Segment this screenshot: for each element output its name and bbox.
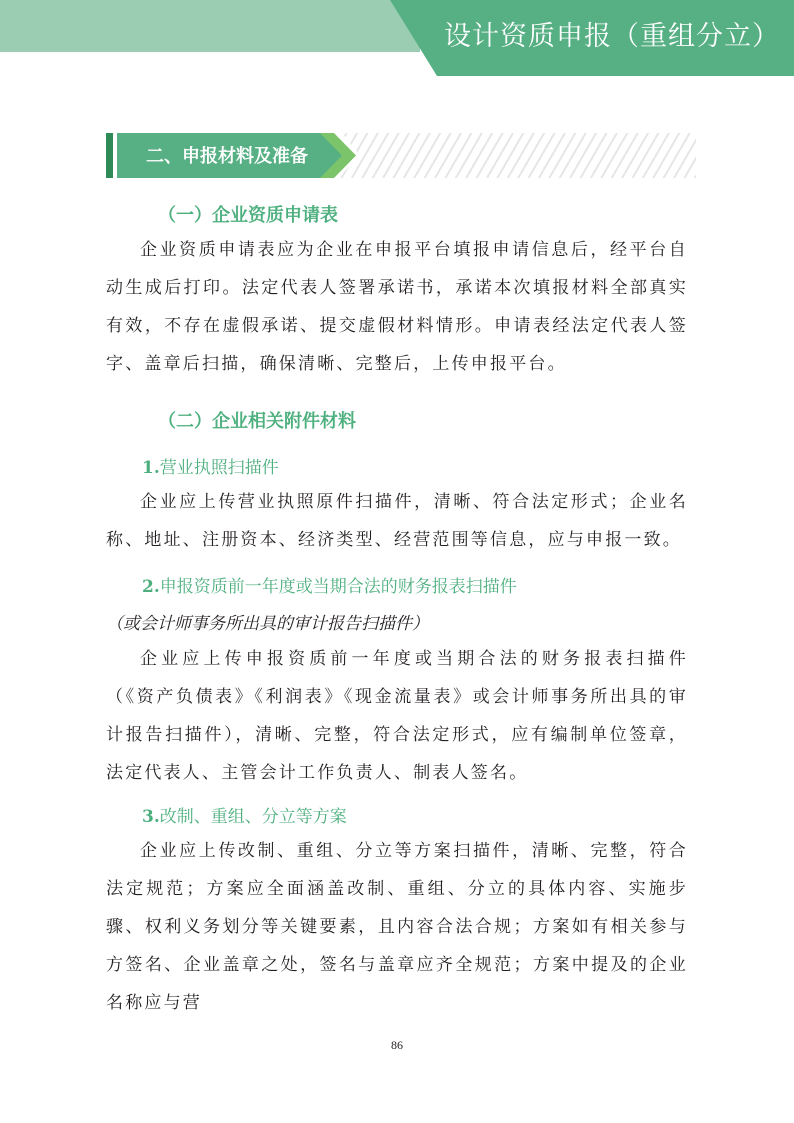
banner-stripes	[338, 133, 696, 178]
item-subtitle: （或会计师事务所出具的审计报告扫描件）	[106, 614, 429, 634]
item-number: 2.	[142, 577, 160, 597]
item-title: 改制、重组、分立等方案	[159, 807, 347, 827]
paragraph-restructuring-plan: 企业应上传改制、重组、分立等方案扫描件，清晰、完整，符合法定规范；方案应全面涵盖改制、重组、分立的具体内容、实施步骤、权利义务划分等关键要素，且内容合法合规；方案如有相关参与方签名、企业盖章之处，签名与盖章应齐全规范；方案中提及的企业名称应与营	[106, 841, 688, 1013]
paragraph-financial-statements: 企业应上传申报资质前一年度或当期合法的财务报表扫描件（《资产负债表》《利润表》《现金流量表》或会计师事务所出具的审计报告扫描件），清晰、完整，符合法定形式，应有编制单位签章，法定代表人、主管会计工作负责人、制表人签名。	[106, 649, 688, 783]
paragraph-business-license: 企业应上传营业执照原件扫描件，清晰、符合法定形式；企业名称、地址、注册资本、经济类型、经营范围等信息，应与申报一致。	[106, 492, 688, 550]
subsection-heading-2: （二）企业相关附件材料	[158, 411, 356, 432]
item-heading-3	[142, 802, 347, 827]
item-title: 营业执照扫描件	[159, 458, 279, 478]
header-light-band	[0, 0, 420, 52]
paragraph-application-form: 企业资质申请表应为企业在申报平台填报申请信息后，经平台自动生成后打印。法定代表人签署承诺书，承诺本次填报材料全部真实有效，不存在虚假承诺、提交虚假材料情形。申请表经法定代表人签字、盖章后扫描，确保清晰、完整后，上传申报平台。	[106, 240, 688, 374]
item-number: 1.	[142, 458, 160, 478]
item-heading-2	[142, 572, 517, 597]
page-number: 86	[391, 1038, 403, 1052]
document-title: 设计资质申报（重组分立）	[444, 21, 780, 52]
section-banner	[106, 133, 696, 178]
subsection-heading-1: （一）企业资质申请表	[158, 205, 338, 226]
banner-accent-bar	[106, 133, 113, 178]
section-title: 二、申报材料及准备	[146, 146, 308, 167]
item-title: 申报资质前一年度或当期合法的财务报表扫描件	[159, 577, 517, 597]
item-number: 3.	[142, 807, 160, 827]
item-heading-1	[142, 453, 279, 478]
